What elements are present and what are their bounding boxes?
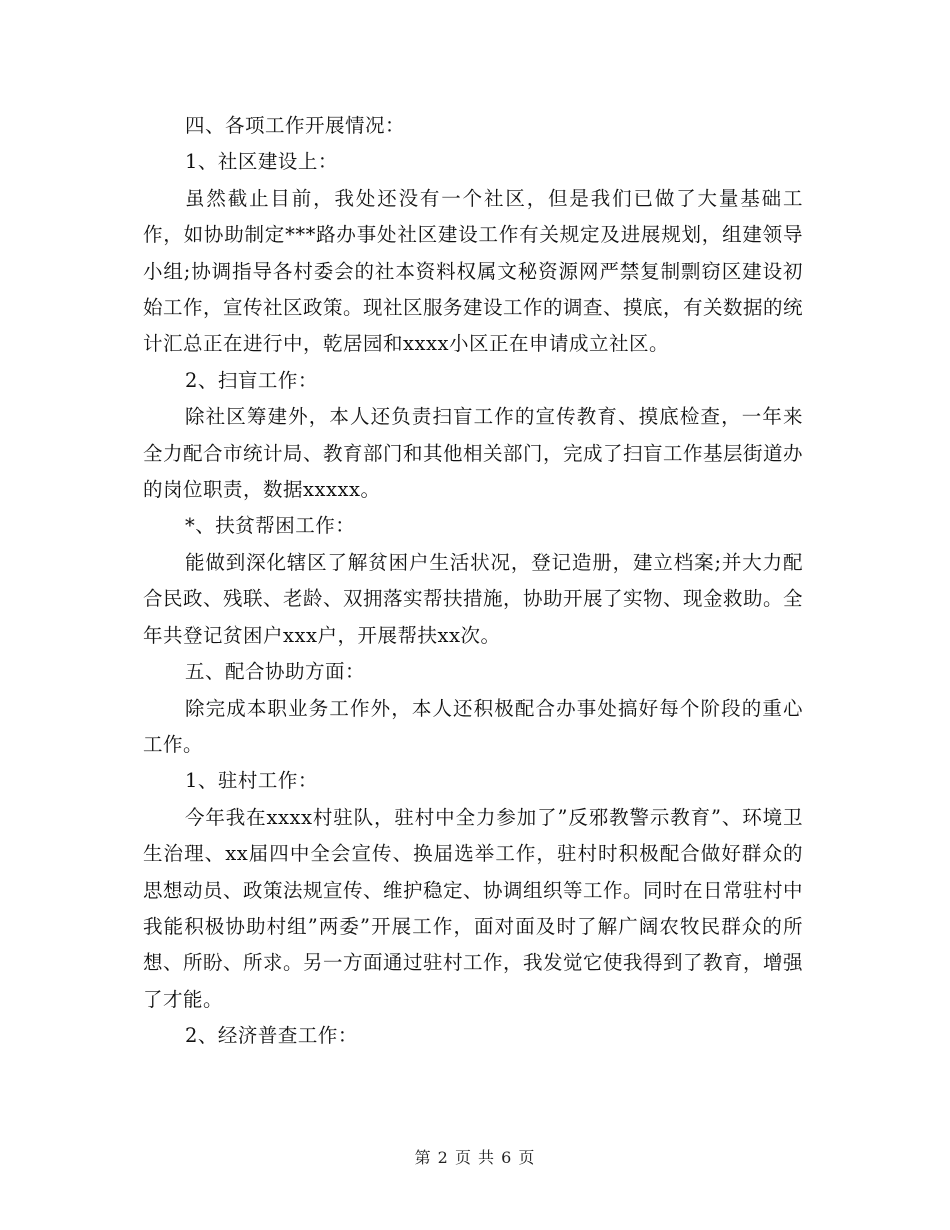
subheading-economic-census: 2、经济普查工作： — [185, 1024, 358, 1048]
paragraph-literacy-work: 除社区筹建外，本人还负责扫盲工作的宣传教育、摸底检查，一年来全力配合市统计局、教育部门和其他相关部门，完成了扫盲工作基层街道办的岗位职责，数据xxxxx。 — [143, 405, 804, 502]
subheading-literacy-work: 2、扫盲工作： — [185, 368, 318, 392]
section-heading-work-status: 四、各项工作开展情况： — [185, 114, 406, 137]
paragraph-cooperation: 除完成本职业务工作外，本人还积极配合办事处搞好每个阶段的重心工作。 — [143, 696, 803, 756]
paragraph-poverty-relief: 能做到深化辖区了解贫困户生活状况，登记造册，建立档案;并大力配合民政、残联、老龄、双拥落实帮扶措施，协助开展了实物、现金救助。全年共登记贫困户xxx户，开展帮扶xx次。 — [143, 550, 804, 647]
page-footer: 第 2 页 共 6 页 — [414, 1148, 536, 1167]
document-body — [143, 108, 803, 1055]
subheading-community-building: 1、社区建设上： — [185, 150, 338, 174]
subheading-village-work: 1、驻村工作： — [185, 769, 318, 793]
subheading-poverty-relief: *、扶贫帮困工作： — [185, 514, 356, 538]
section-heading-cooperation: 五、配合协助方面： — [185, 660, 366, 684]
paragraph-village-work: 今年我在xxxx村驻队，驻村中全力参加了”反邪教警示教育”、环境卫生治理、xx届四中全会宣传、换届选举工作，驻村时积极配合做好群众的思想动员、政策法规宣传、维护稳定、协调组织等工作。同时在日常驻村中我能积极协助村组”两委”开展工作，面对面及时了解广阔农牧民群众的所想、所盼、所求。另一方面通过驻村工作，我发觉它使我得到了教育，增强了才能。 — [143, 805, 804, 1011]
paragraph-community-building: 虽然截止目前，我处还没有一个社区，但是我们已做了大量基础工作，如协助制定***路办事处社区建设工作有关规定及进展规划，组建领导小组;协调指导各村委会的社本资料权属文秘资源网严禁复制剽窃区建设初始工作，宣传社区政策。现社区服务建设工作的调查、摸底，有关数据的统计汇总正在进行中，乾居园和xxxx小区正在申请成立社区。 — [143, 186, 804, 356]
